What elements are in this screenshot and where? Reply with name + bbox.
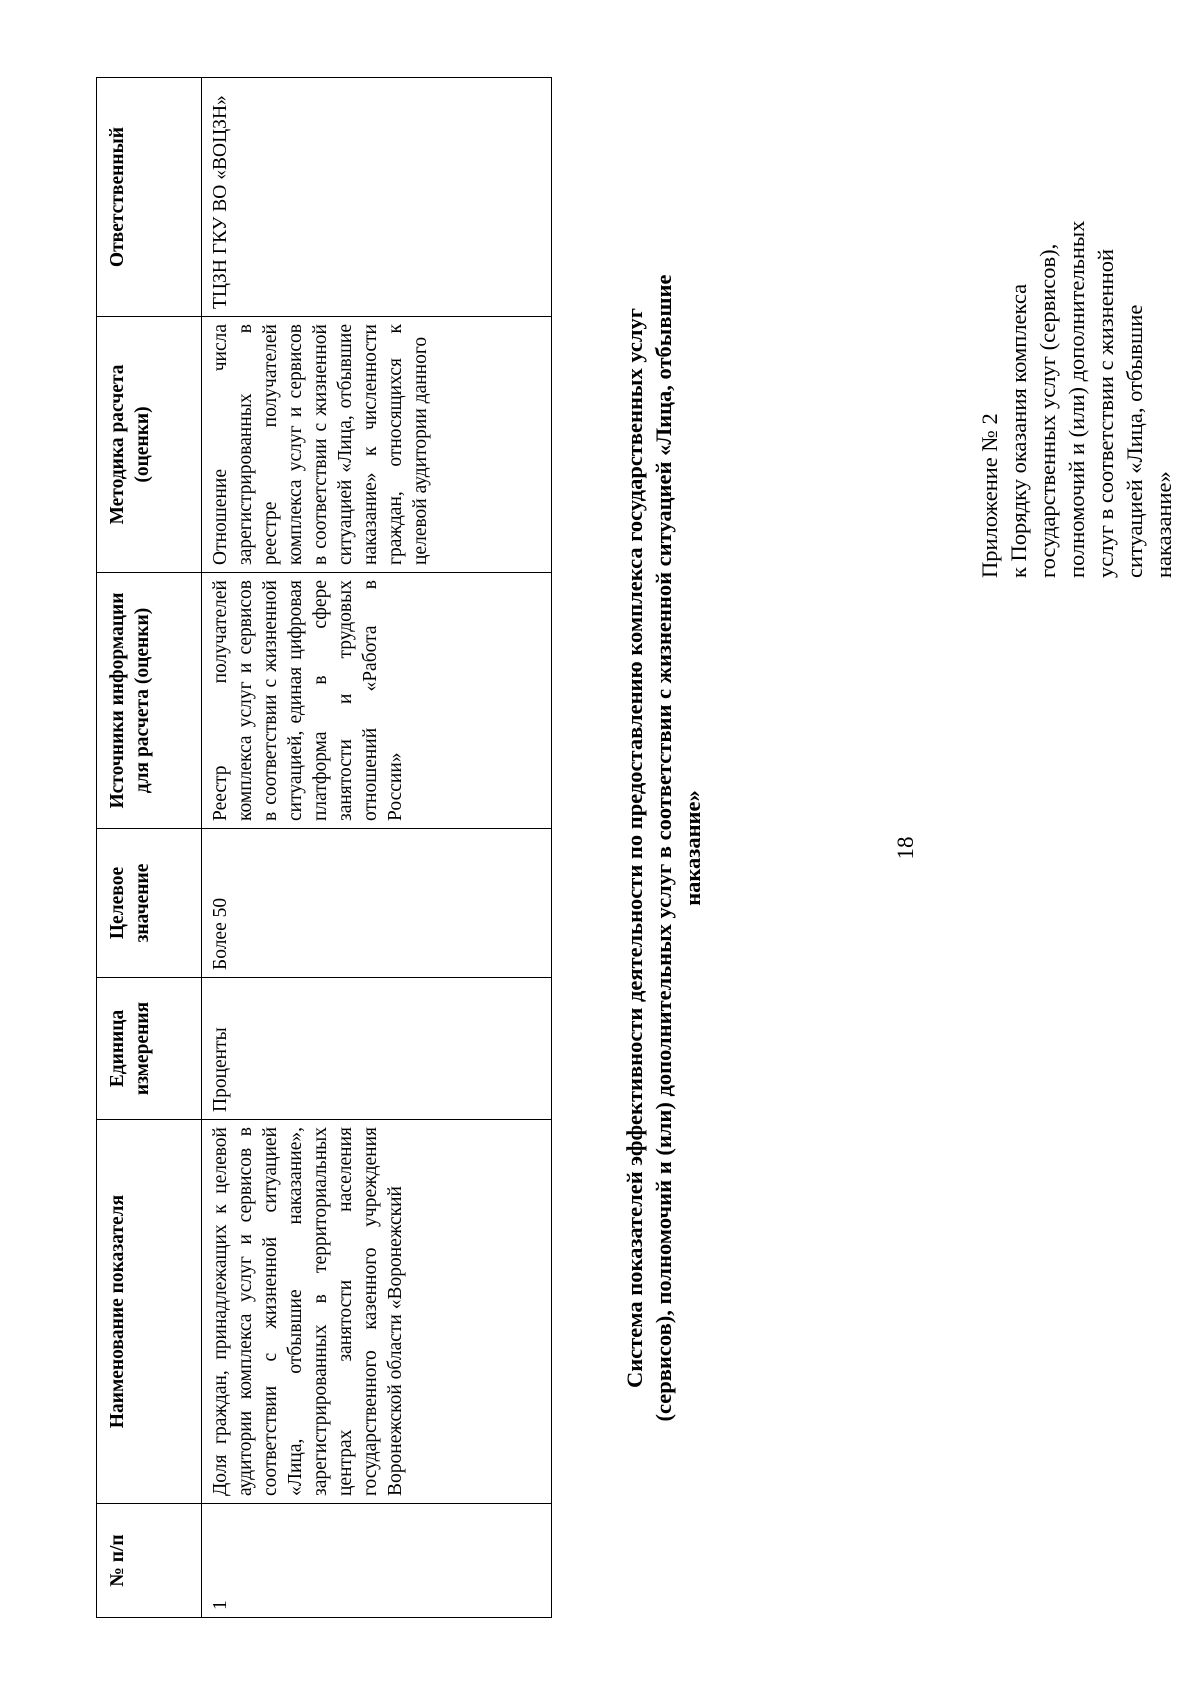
- title-line: наказание»: [680, 790, 705, 906]
- appendix-line: наказание»: [1151, 471, 1176, 578]
- appendix-line: государственных услуг (сервисов),: [1035, 243, 1060, 578]
- appendix-note: [975, 98, 1178, 578]
- appendix-line: Приложение № 2: [977, 413, 1002, 578]
- title-line: (сервисов), полномочий и (или) дополнительных услуг в соответствии с жизненной ситуацией «Лица, отбывшие: [651, 274, 676, 1422]
- landscape-content: [80, 78, 1176, 1618]
- header-indicator-name: Наименование показателя: [97, 1120, 202, 1504]
- header-responsible: Ответственный: [97, 78, 202, 317]
- cell-responsible: ТЦЗН ГКУ ВО «ВОЦЗН»: [202, 78, 552, 317]
- cell-sources: Реестр получателей комплекса услуг и сервисов в соответствии с жизненной ситуацией, единая цифровая платформа в сфере занятости и трудовых отношений «Работа в России»: [202, 573, 552, 829]
- cell-number: 1: [202, 1504, 552, 1618]
- header-method: Методика расчета (оценки): [97, 317, 202, 573]
- cell-unit: Проценты: [202, 978, 552, 1120]
- cell-target: Более 50: [202, 829, 552, 978]
- document-title: [620, 108, 707, 1588]
- header-target: Целевое значение: [97, 829, 202, 978]
- appendix-line: полномочий и (или) дополнительных: [1064, 220, 1089, 578]
- cell-indicator-name: Доля граждан, принадлежащих к целевой аудитории комплекса услуг и сервисов в соответствии с жизненной ситуацией «Лица, отбывшие наказание», зарегистрированных в территориальных центрах занятости населения государственного казенного учреждения Воронежской области «Воронежский: [202, 1120, 552, 1504]
- table-header-row: [97, 78, 202, 1618]
- appendix-line: услуг в соответствии с жизненной: [1093, 248, 1118, 578]
- page-number: 18: [893, 836, 918, 860]
- indicators-table: [96, 77, 552, 1618]
- header-number: № п/п: [97, 1504, 202, 1618]
- header-sources: Источники информации для расчета (оценки): [97, 573, 202, 829]
- cell-method: Отношение числа зарегистрированных в реестре получателей комплекса услуг и сервисов в соответствии с жизненной ситуацией «Лица, отбывшие наказание» к численности граждан, относящихся к целевой аудитории данного: [202, 317, 552, 573]
- table-row: [202, 78, 552, 1618]
- appendix-line: ситуацией «Лица, отбывшие: [1122, 304, 1147, 578]
- appendix-line: к Порядку оказания комплекса: [1006, 283, 1031, 578]
- header-unit: Единица измерения: [97, 978, 202, 1120]
- title-line: Система показателей эффективности деятельности по предоставлению комплекса государственных услуг: [622, 307, 647, 1389]
